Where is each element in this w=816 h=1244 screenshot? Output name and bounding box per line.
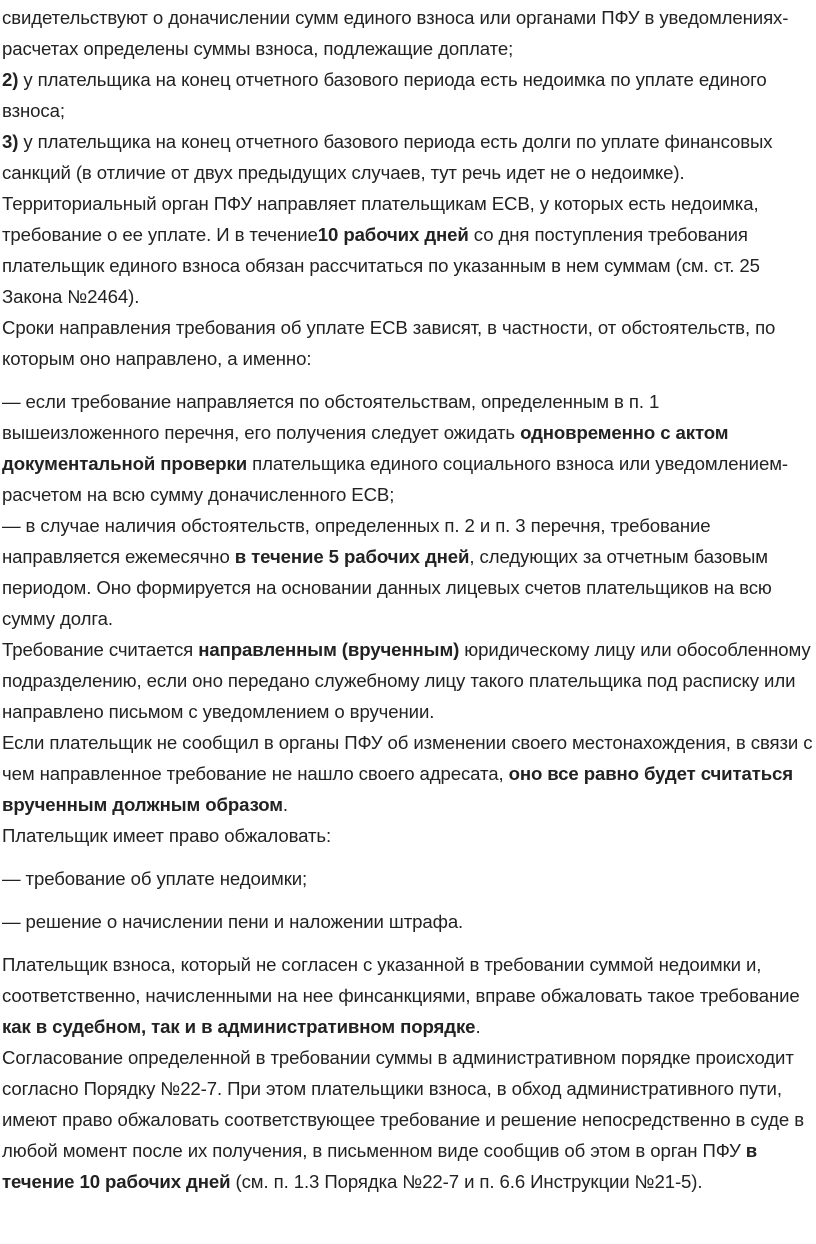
paragraph xyxy=(2,820,814,851)
text-run: Плательщик имеет право обжаловать: xyxy=(2,825,332,846)
text-run: , следующих за отчетным базовым периодом. Оно формируется на основании данных лицевых счетов плательщиков на всю сумму долга. xyxy=(2,546,772,629)
text-run: со дня поступления требования плательщик единого взноса обязан рассчитаться по указанным в нем суммам (см. ст. 25 Закона №2464). xyxy=(2,224,760,307)
paragraph xyxy=(2,510,814,634)
bold-text-run: 3) xyxy=(2,131,19,152)
text-run: (см. п. 1.3 Порядка №22-7 и п. 6.6 Инструкции №21-5). xyxy=(230,1171,703,1192)
paragraph xyxy=(2,312,814,374)
bold-text-run: как в судебном, так и в административном порядке xyxy=(2,1016,476,1037)
paragraph xyxy=(2,1042,814,1197)
paragraph xyxy=(2,727,814,820)
text-run: юридическому лицу или обособленному подразделению, если оно передано служебному лицу такого плательщика под расписку или направлено письмом с уведомлением о вручении. xyxy=(2,639,811,722)
text-run: — если требование направляется по обстоятельствам, определенным в п. 1 вышеизложенного перечня, его получения следует ожидать xyxy=(2,391,660,443)
document-body xyxy=(2,2,814,1197)
text-run: Требование считается xyxy=(2,639,199,660)
paragraph xyxy=(2,949,814,1042)
paragraph xyxy=(2,634,814,727)
paragraph xyxy=(2,64,814,126)
bold-text-run: направленным (врученным) xyxy=(198,639,460,660)
paragraph xyxy=(2,126,814,188)
text-run: у плательщика на конец отчетного базового периода есть недоимка по уплате единого взноса; xyxy=(2,69,767,121)
text-run: — в случае наличия обстоятельств, определенных п. 2 и п. 3 перечня, требование направляется ежемесячно xyxy=(2,515,711,567)
text-run: Территориальный орган ПФУ направляет плательщикам ЕСВ, у которых есть недоимка, требование о ее уплате. И в течение xyxy=(2,193,759,245)
bold-text-run: 10 рабочих дней xyxy=(317,224,469,245)
text-run: плательщика единого социального взноса или уведомлением-расчетом на всю сумму доначисленного ЕСВ; xyxy=(2,453,788,505)
text-run: свидетельствуют о доначислении сумм единого взноса или органами ПФУ в уведомлениях-расчетах определены суммы взноса, подлежащие доплате; xyxy=(2,7,789,59)
text-run: . xyxy=(475,1016,481,1037)
bold-text-run: 2) xyxy=(2,69,19,90)
text-run: у плательщика на конец отчетного базового периода есть долги по уплате финансовых санкций (в отличие от двух предыдущих случаев, тут речь идет не о недоимке). xyxy=(2,131,773,183)
bold-text-run: в течение 5 рабочих дней xyxy=(234,546,470,567)
bold-text-run: в течение 10 рабочих дней xyxy=(2,1140,758,1192)
paragraph xyxy=(2,188,814,312)
paragraph xyxy=(2,2,814,64)
text-run: — требование об уплате недоимки; xyxy=(2,868,308,889)
paragraph xyxy=(2,863,814,894)
text-run: Если плательщик не сообщил в органы ПФУ об изменении своего местонахождения, в связи с чем направленное требование не нашло своего адресата, xyxy=(2,732,813,784)
text-run: Плательщик взноса, который не согласен с указанной в требовании суммой недоимки и, соответственно, начисленными на нее финсанкциями, вправе обжаловать такое требование xyxy=(2,954,800,1006)
bold-text-run: одновременно с актом документальной проверки xyxy=(2,422,729,474)
paragraph xyxy=(2,386,814,510)
text-run: Сроки направления требования об уплате ЕСВ зависят, в частности, от обстоятельств, по которым оно направлено, а именно: xyxy=(2,317,776,369)
text-run: Согласование определенной в требовании суммы в административном порядке происходит согласно Порядку №22-7. При этом плательщики взноса, в обход административного пути, имеют право обжаловать соответствующее требование и решение непосредственно в суде в любой момент после их получения, в письменном виде сообщив об этом в орган ПФУ xyxy=(2,1047,805,1161)
bold-text-run: оно все равно будет считаться врученным должным образом xyxy=(2,763,794,815)
paragraph xyxy=(2,906,814,937)
text-run: . xyxy=(282,794,288,815)
text-run: — решение о начислении пени и наложении штрафа. xyxy=(2,911,464,932)
